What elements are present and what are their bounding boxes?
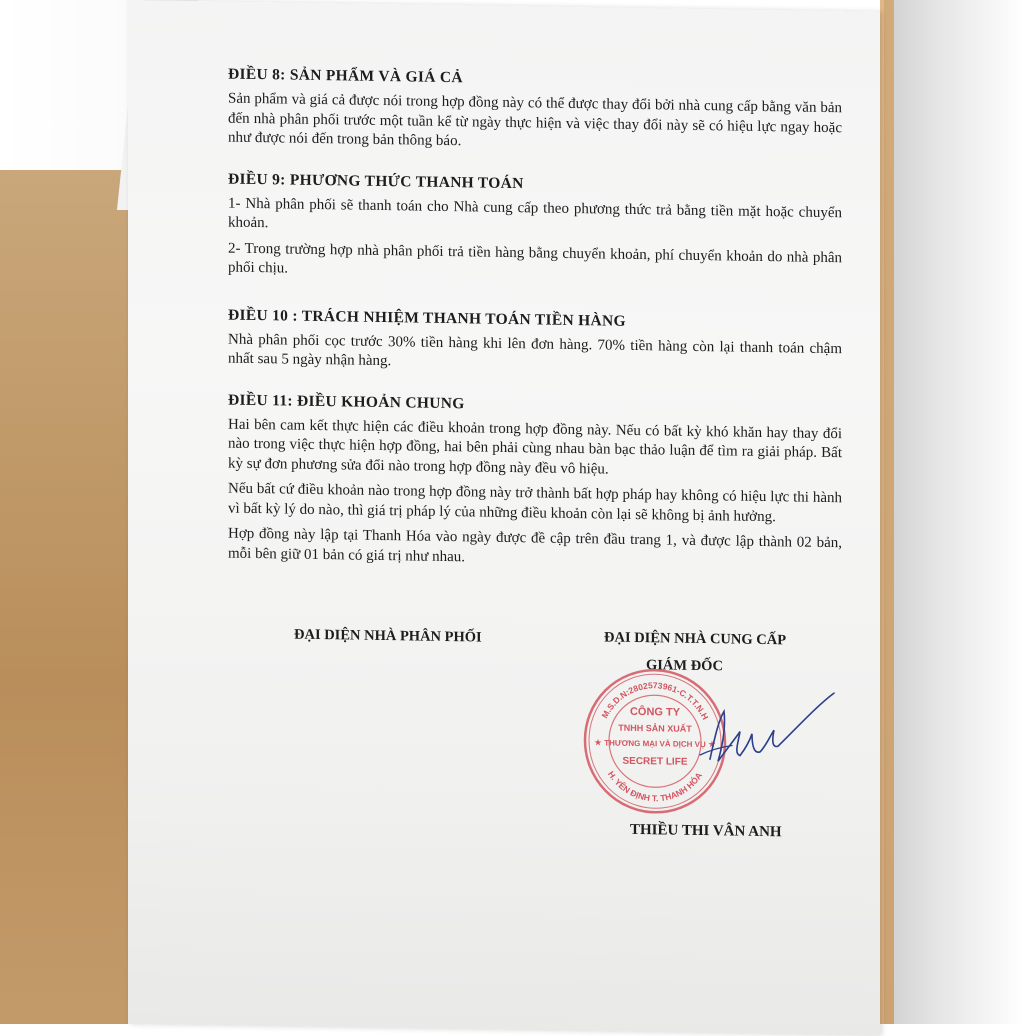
article-8 bbox=[228, 66, 842, 158]
contract-body bbox=[228, 66, 842, 596]
article-paragraph: Nhà phân phối cọc trước 30% tiền hàng khi lên đơn hàng. 70% tiền hàng còn lại thanh toán chậm nhất sau 5 ngày nhận hàng. bbox=[228, 331, 842, 370]
director-title: GIÁM ĐỐC bbox=[646, 657, 723, 675]
article-paragraph: 1- Nhà phân phối sẽ thanh toán cho Nhà cung cấp theo phương thức trả bằng tiền mặt hoặc chuyển khoản. bbox=[228, 195, 842, 232]
svg-text:★: ★ bbox=[708, 739, 717, 750]
article-11 bbox=[228, 391, 842, 573]
article-heading: ĐIỀU 11: ĐIỀU KHOẢN CHUNG bbox=[228, 391, 465, 412]
seal-line: SECRET LIFE bbox=[622, 755, 688, 768]
seal-ring-bottom-text: H. YÊN ĐỊNH T. THANH HÓA bbox=[605, 769, 705, 804]
article-heading: ĐIỀU 9: PHƯƠNG THỨC THANH TOÁN bbox=[228, 170, 524, 192]
table-edge-right bbox=[880, 0, 894, 1024]
article-heading: ĐIỀU 10 : TRÁCH NHIỆM THANH TOÁN TIỀN HÀNG bbox=[228, 306, 626, 330]
article-paragraph: Nếu bất cứ điều khoản nào trong hợp đồng này trở thành bất hợp pháp hay không có hiệu lực thi hành vì bất kỳ lý do nào, thì giá trị pháp lý của những điều khoản còn lại sẽ không bị ảnh hưởng. bbox=[228, 480, 842, 525]
distributor-representative-label: ĐẠI DIỆN NHÀ PHÂN PHỐI bbox=[294, 626, 482, 646]
article-9 bbox=[228, 170, 842, 288]
article-10 bbox=[228, 306, 842, 379]
article-paragraph: 2- Trong trường hợp nhà phân phối trả tiền hàng bằng chuyển khoản, phí chuyển khoản do nhà phân phối chịu. bbox=[228, 240, 842, 277]
seal-line: TNHH SẢN XUẤT bbox=[618, 722, 692, 734]
signer-name: THIỀU THI VÂN ANH bbox=[630, 821, 782, 841]
seal-ring-top-text: M.S.D.N:2802573961-C.T.T.N.H bbox=[599, 680, 711, 722]
seal-line: CÔNG TY bbox=[629, 705, 681, 719]
signature-icon bbox=[688, 681, 838, 783]
background-right bbox=[884, 0, 1024, 1024]
article-paragraph: Hợp đồng này lập tại Thanh Hóa vào ngày được đề cập trên đầu trang 1, và được lập thành 02 bản, mỗi bên giữ 01 bản có giá trị như nhau. bbox=[228, 525, 842, 565]
contract-page bbox=[128, 0, 880, 1036]
svg-text:★: ★ bbox=[594, 737, 603, 748]
article-paragraph: Hai bên cam kết thực hiện các điều khoản trong hợp đồng này. Nếu có bất kỳ khó khăn hay thay đổi nào trong việc thực hiện hợp đồng, hai bên phải cùng nhau bàn bạc thảo luận để tìm ra giải pháp. Bất kỳ sự đơn phương sửa đổi nào trong hợp đồng này đều vô hiệu. bbox=[228, 416, 842, 478]
supplier-representative-label: ĐẠI DIỆN NHÀ CUNG CẤP bbox=[604, 629, 787, 649]
article-paragraph: Sản phẩm và giá cả được nói trong hợp đồng này có thể được thay đổi bởi nhà cung cấp bằng văn bản đến nhà phân phối trước một tuần kể từ ngày thực hiện và việc thay đổi này sẽ có hiệu lực ngay hoặc như được nói đến trong bản thông báo. bbox=[228, 90, 842, 150]
seal-line: THƯƠNG MẠI VÀ DỊCH VỤ bbox=[604, 738, 706, 750]
article-heading: ĐIỀU 8: SẢN PHẨM VÀ GIÁ CẢ bbox=[228, 65, 463, 87]
